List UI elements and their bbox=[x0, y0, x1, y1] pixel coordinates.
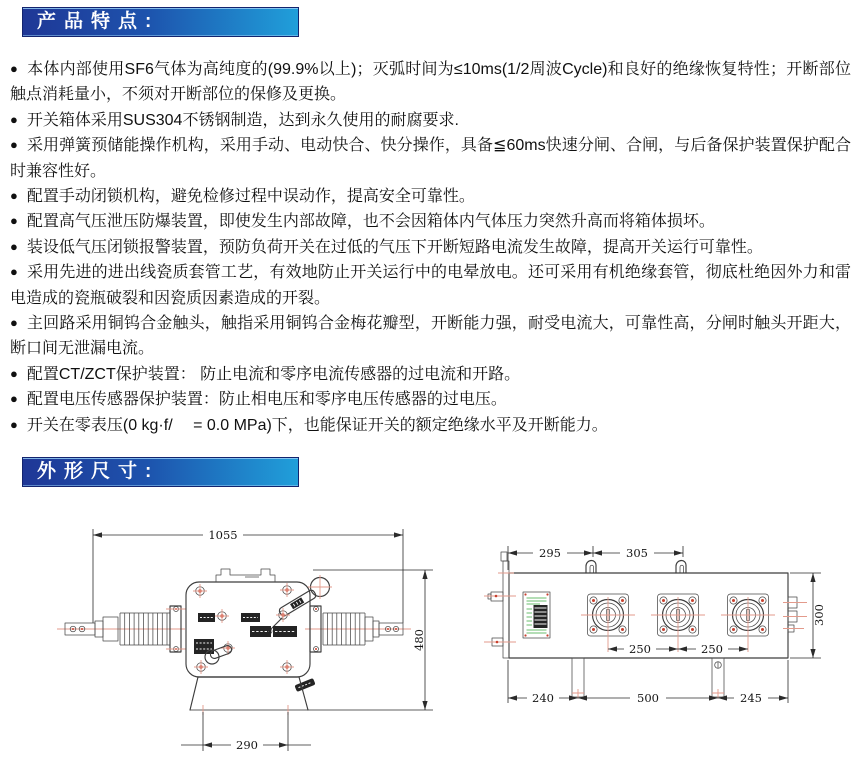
feature-item bbox=[10, 311, 851, 362]
feature-item bbox=[10, 57, 851, 108]
dim-side-height: 480 bbox=[412, 629, 426, 651]
bullet-icon: ● bbox=[10, 137, 18, 153]
feature-item bbox=[10, 133, 851, 184]
feature-text: 配置电压传感器保护装置：防止相电压和零序电压传感器的过电压。 bbox=[26, 391, 507, 409]
bullet-icon: ● bbox=[10, 365, 18, 381]
feature-text: 开关箱体采用SUS304不锈钢制造，达到永久使用的耐腐要求. bbox=[26, 111, 459, 129]
feature-text: 本体内部使用SF6气体为高纯度的(99.9%以上)；灭弧时间为≤10ms(1/2周波Cycle)和良好的绝缘恢复特性；开断部位触点消耗量小，不须对开断部位的保修及更换。 bbox=[10, 61, 851, 104]
dim-side-base: 290 bbox=[236, 738, 258, 752]
dim-front-pitch-right: 250 bbox=[701, 642, 723, 656]
dim-front-height: 300 bbox=[812, 604, 826, 626]
feature-text: 配置CT/ZCT保护装置： 防止电流和零序电流传感器的过电流和开路。 bbox=[26, 365, 521, 383]
bullet-icon: ● bbox=[10, 238, 18, 254]
dim-front-top-right: 305 bbox=[626, 546, 648, 560]
feature-text: 采用先进的进出线瓷质套管工艺，有效地防止开关运行中的电晕放电。还可采用有机绝缘套管，彻底杜绝因外力和雷电造成的瓷瓶破裂和因瓷质因素造成的开裂。 bbox=[10, 264, 851, 307]
dimensions-heading-banner bbox=[22, 457, 299, 487]
front-view-drawing bbox=[460, 540, 855, 735]
features-list bbox=[10, 57, 851, 438]
dim-front-bottom-right: 245 bbox=[740, 691, 762, 705]
bullet-icon: ● bbox=[10, 264, 19, 280]
feature-item bbox=[10, 413, 851, 438]
features-heading-banner bbox=[22, 7, 299, 37]
feature-item bbox=[10, 108, 851, 133]
bullet-icon: ● bbox=[10, 315, 19, 331]
features-heading: 产品特点: bbox=[37, 11, 160, 32]
feature-item bbox=[10, 387, 851, 412]
dimensions-heading: 外形尺寸: bbox=[37, 461, 160, 482]
feature-text: 装设低气压闭锁报警装置，预防负荷开关在过低的气压下开断短路电流发生故障，提高开关运行可靠性。 bbox=[26, 238, 763, 256]
feature-item bbox=[10, 184, 851, 209]
flange-1 bbox=[581, 594, 635, 636]
feature-text: 主回路采用铜钨合金触头，触指采用铜钨合金梅花瓣型，开断能力强，耐受电流大，可靠性高，分闸时触头开距大，断口间无泄漏电流。 bbox=[10, 315, 851, 358]
bullet-icon: ● bbox=[10, 416, 18, 432]
feature-item bbox=[10, 209, 851, 234]
bullet-icon: ● bbox=[10, 188, 18, 204]
side-view-drawing bbox=[35, 510, 455, 765]
dim-front-top-left: 295 bbox=[539, 546, 561, 560]
bullet-icon: ● bbox=[10, 61, 19, 76]
dim-front-bottom-left: 240 bbox=[532, 691, 554, 705]
flange-2 bbox=[651, 594, 705, 636]
feature-item bbox=[10, 235, 851, 260]
feature-text: 采用弹簧预储能操作机构，采用手动、电动快合、快分操作，具备≦60ms快速分闸、合闸，与后备保护装置保护配合时兼容性好。 bbox=[10, 137, 851, 180]
dim-front-pitch-left: 250 bbox=[629, 642, 651, 656]
dim-front-bottom-mid: 500 bbox=[637, 691, 659, 705]
bullet-icon: ● bbox=[10, 213, 18, 229]
feature-item bbox=[10, 362, 851, 387]
bullet-icon: ● bbox=[10, 391, 18, 407]
dim-side-width: 1055 bbox=[208, 528, 238, 542]
feature-text: 配置手动闭锁机构，避免检修过程中误动作，提高安全可靠性。 bbox=[26, 188, 475, 206]
bullet-icon: ● bbox=[10, 111, 18, 127]
feature-text: 开关在零表压(0 kg·f/ = 0.0 MPa)下，也能保证开关的额定绝缘水平及开断能力。 bbox=[26, 416, 608, 434]
feature-text: 配置高气压泄压防爆装置，即使发生内部故障，也不会因箱体内气体压力突然升高而将箱体损坏。 bbox=[26, 213, 715, 231]
flange-3 bbox=[721, 594, 775, 636]
feature-item bbox=[10, 260, 851, 311]
